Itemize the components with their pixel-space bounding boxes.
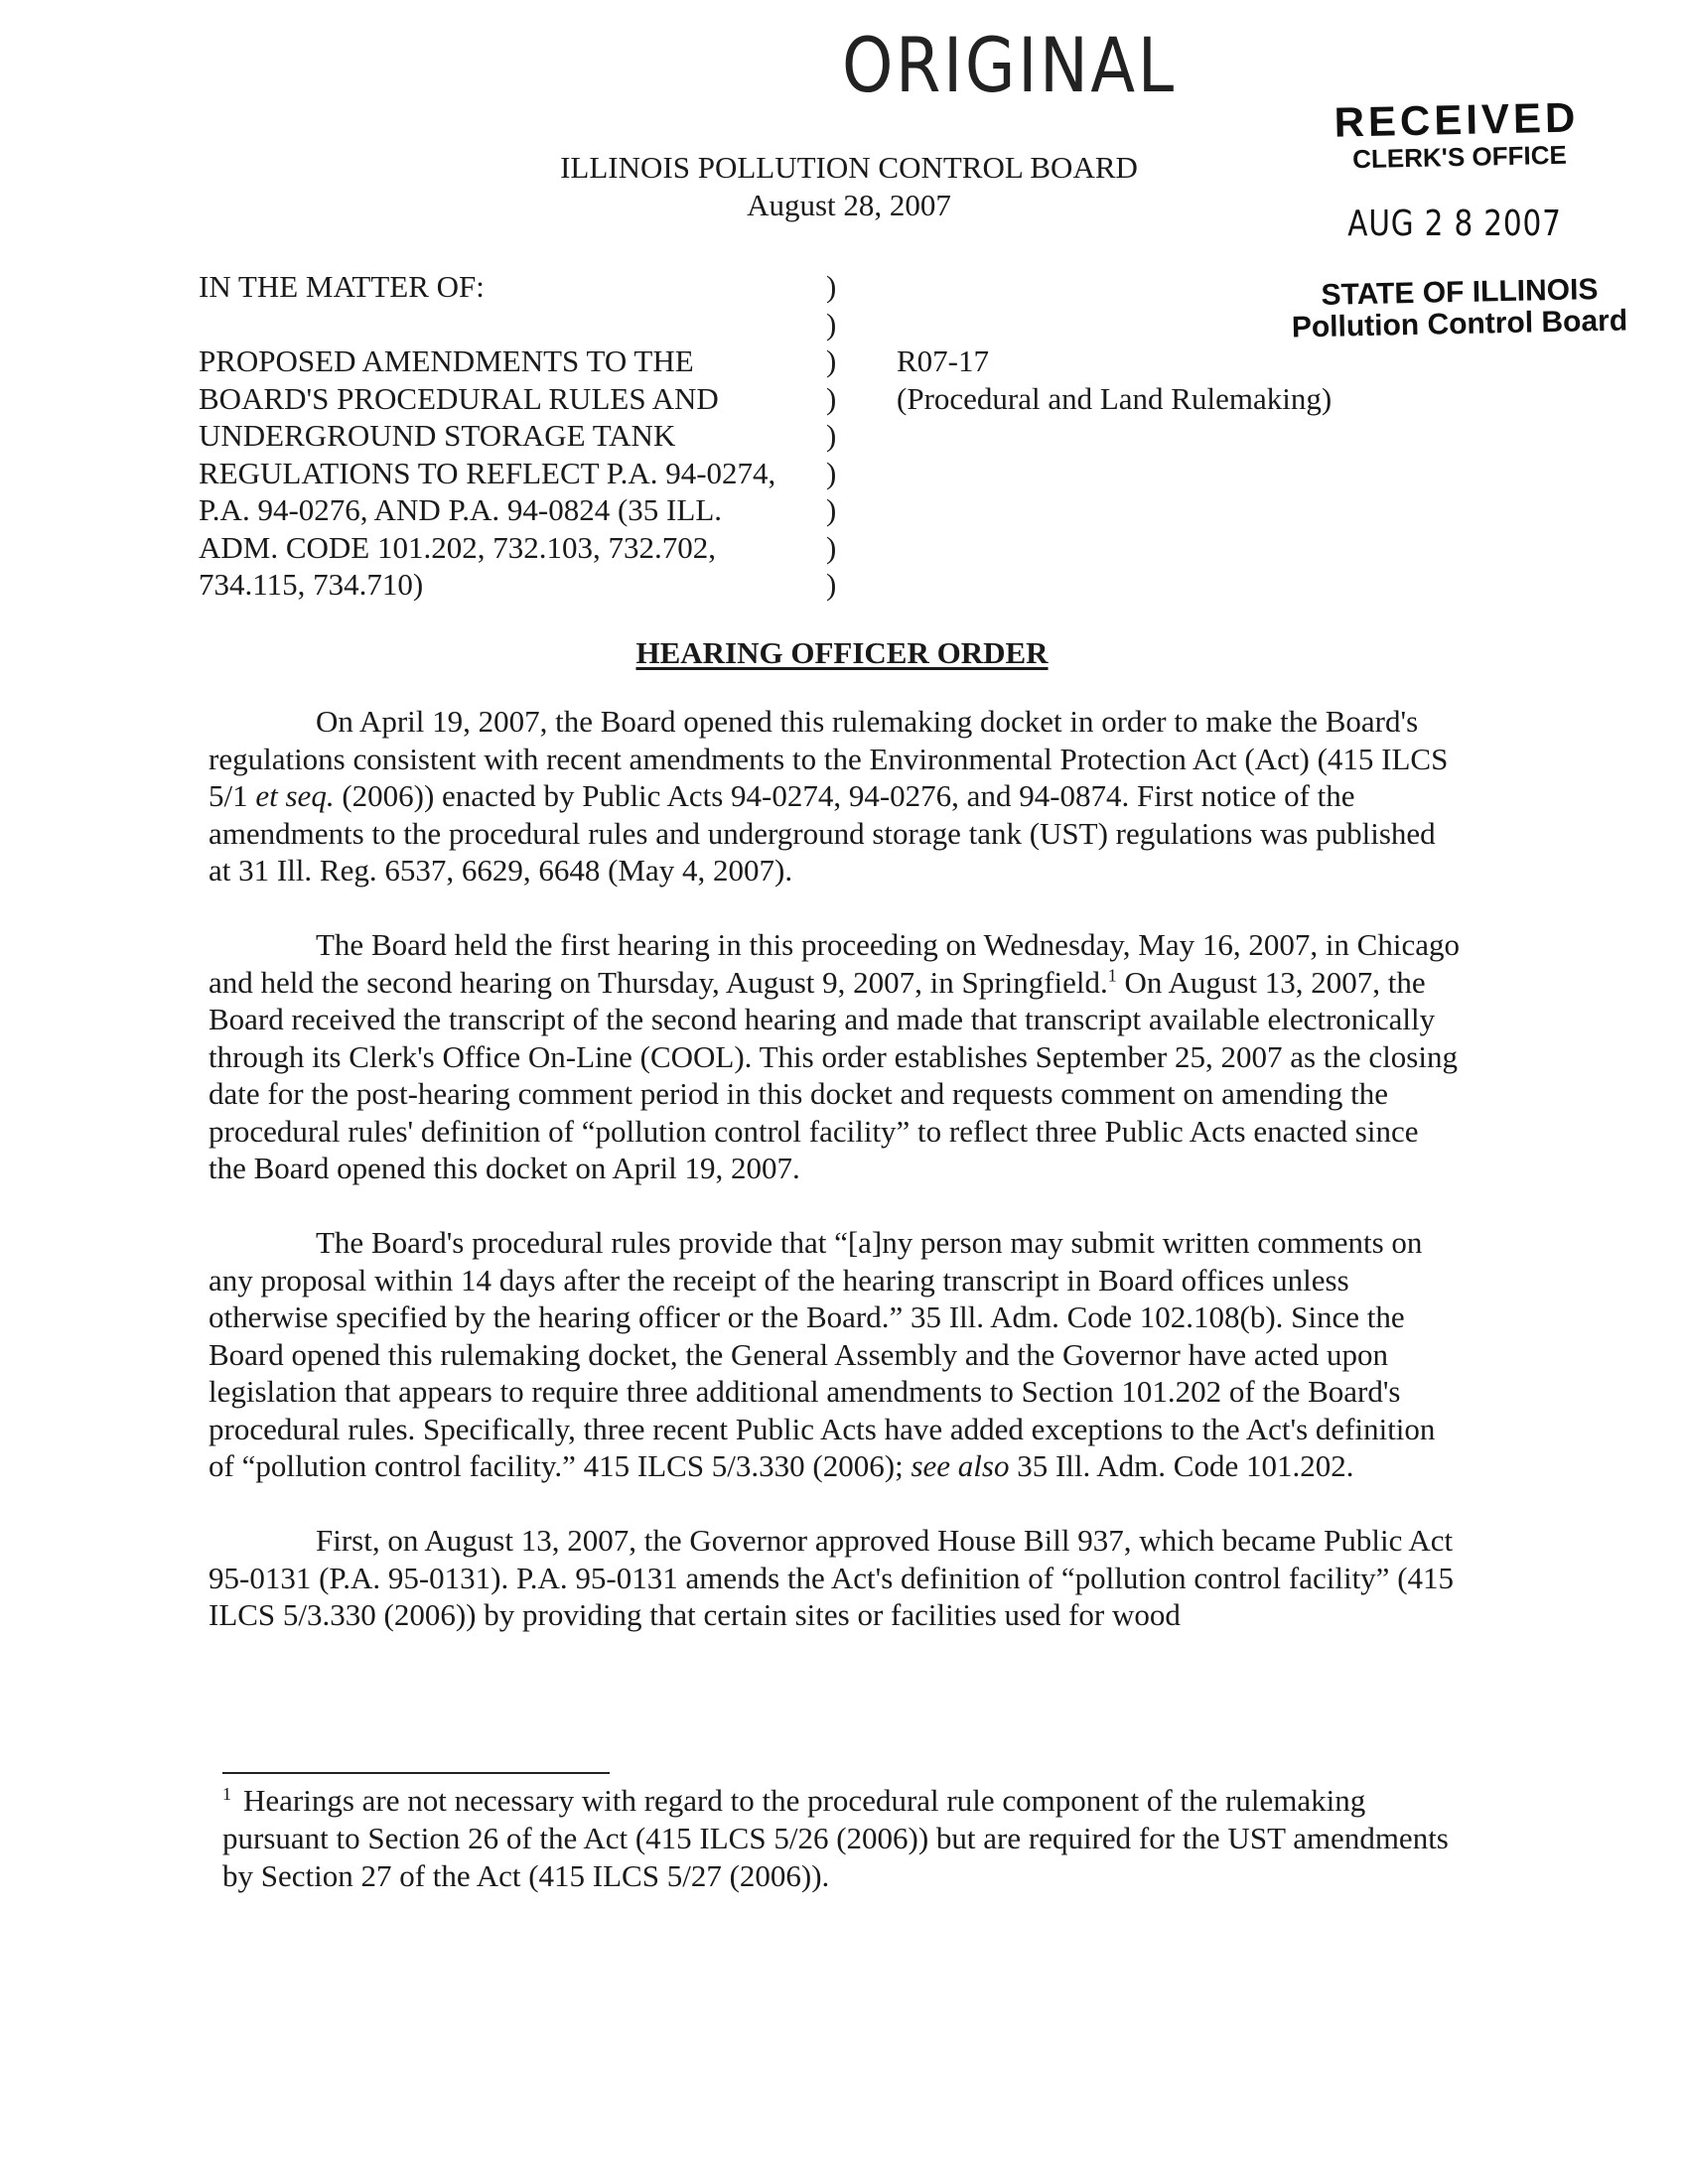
received-stamp xyxy=(1231,93,1658,344)
caption-paren: ) xyxy=(826,343,837,378)
matter-line: ADM. CODE 101.202, 732.103, 732.702, xyxy=(199,529,716,565)
body-paragraph-1: On April 19, 2007, the Board opened this rulemaking docket in order to make the Board's regulations consistent with recent amendments to the Environmental Protection Act (Act) (415 ILCS 5/1 et seq. (2006)) enacted by Public Acts 94-0274, 94-0276, and 94-0874. First notice of the amendments to the procedural rules and underground storage tank (UST) regulations was published at 31 Ill. Reg. 6537, 6629, 6648 (May 4, 2007). xyxy=(209,704,1449,887)
docket-type: (Procedural and Land Rulemaking) xyxy=(897,380,1333,416)
caption-paren: ) xyxy=(826,529,837,565)
matter-line: 734.115, 734.710) xyxy=(199,567,424,602)
matter-line: REGULATIONS TO REFLECT P.A. 94-0274, xyxy=(199,455,776,490)
original-stamp: ORIGINAL xyxy=(842,21,1177,109)
header-date: August 28, 2007 xyxy=(747,188,951,222)
matter-line: P.A. 94-0276, AND P.A. 94-0824 (35 ILL. xyxy=(199,492,722,527)
body-paragraph-4: First, on August 13, 2007, the Governor approved House Bill 937, which became Public Act 95-0131 (P.A. 95-0131). P.A. 95-0131 amends the Act's definition of “pollution control facility” (415 ILCS 5/3.330 (2006)) by providing that certain sites or facilities used for wood xyxy=(209,1523,1455,1632)
received-stamp-office: CLERK'S OFFICE xyxy=(1351,139,1568,175)
caption-paren: ) xyxy=(826,492,837,527)
caption-paren: ) xyxy=(826,380,837,416)
footnote-divider xyxy=(222,1772,610,1774)
document-header xyxy=(427,149,1271,224)
caption-paren: ) xyxy=(826,455,837,490)
footnote xyxy=(222,1782,1464,1895)
footnote-mark: 1 xyxy=(222,1783,231,1804)
caption-paren: ) xyxy=(826,306,837,341)
docket-number: R07-17 xyxy=(897,343,989,378)
matter-line: BOARD'S PROCEDURAL RULES AND xyxy=(199,380,719,416)
body-paragraph-2: The Board held the first hearing in this proceeding on Wednesday, May 16, 2007, in Chicago and held the second hearing on Thursday, August 9, 2007, in Springfield.$^1$ On August 13, 2007, the Board received the transcript of the second hearing and made that transcript available electronically through its Clerk's Office On-Line (COOL). This order establishes September 25, 2007 as the closing date for the post-hearing comment period in this docket and requests comment on amending the procedural rules' definition of “pollution control facility” to reflect three Public Acts enacted since the Board opened this docket on April 19, 2007. xyxy=(209,927,1460,1185)
received-stamp-board: Pollution Control Board xyxy=(1291,304,1628,344)
received-stamp-state: STATE OF ILLINOIS xyxy=(1321,272,1599,312)
order-body xyxy=(209,703,1460,1671)
body-paragraph-3: The Board's procedural rules provide that “[a]ny person may submit written comments on any proposal within 14 days after the receipt of the hearing transcript in Board offices unless otherwise specified by the hearing officer or the Board.” 35 Ill. Adm. Code 102.108(b). Since the Board opened this rulemaking docket, the General Assembly and the Governor have acted upon legislation that appears to require three additional amendments to Section 101.202 of the Board's procedural rules. Specifically, three recent Public Acts have added exceptions to the Act's definition of “pollution control facility.” 415 ILCS 5/3.330 (2006); see also 35 Ill. Adm. Code 101.202. xyxy=(209,1225,1436,1483)
received-stamp-date: AUG 2 8 2007 xyxy=(1347,203,1562,244)
order-title: HEARING OFFICER ORDER xyxy=(635,635,1049,670)
caption-paren: ) xyxy=(826,418,837,453)
matter-line: UNDERGROUND STORAGE TANK xyxy=(199,418,676,453)
caption-paren: ) xyxy=(826,567,837,602)
footnote-reference: 1 xyxy=(1107,965,1117,986)
received-stamp-title: RECEIVED xyxy=(1333,93,1580,146)
matter-line: PROPOSED AMENDMENTS TO THE xyxy=(199,343,694,378)
matter-label: IN THE MATTER OF: xyxy=(199,269,485,304)
caption-paren: ) xyxy=(826,269,837,304)
agency-name: ILLINOIS POLLUTION CONTROL BOARD xyxy=(560,150,1138,185)
footnote-text: Hearings are not necessary with regard to the procedural rule component of the rulemaking pursuant to Section 26 of the Act (415 ILCS 5/26 (2006)) but are required for the UST amendments by Section 27 of the Act (415 ILCS 5/27 (2006)). xyxy=(222,1783,1449,1893)
